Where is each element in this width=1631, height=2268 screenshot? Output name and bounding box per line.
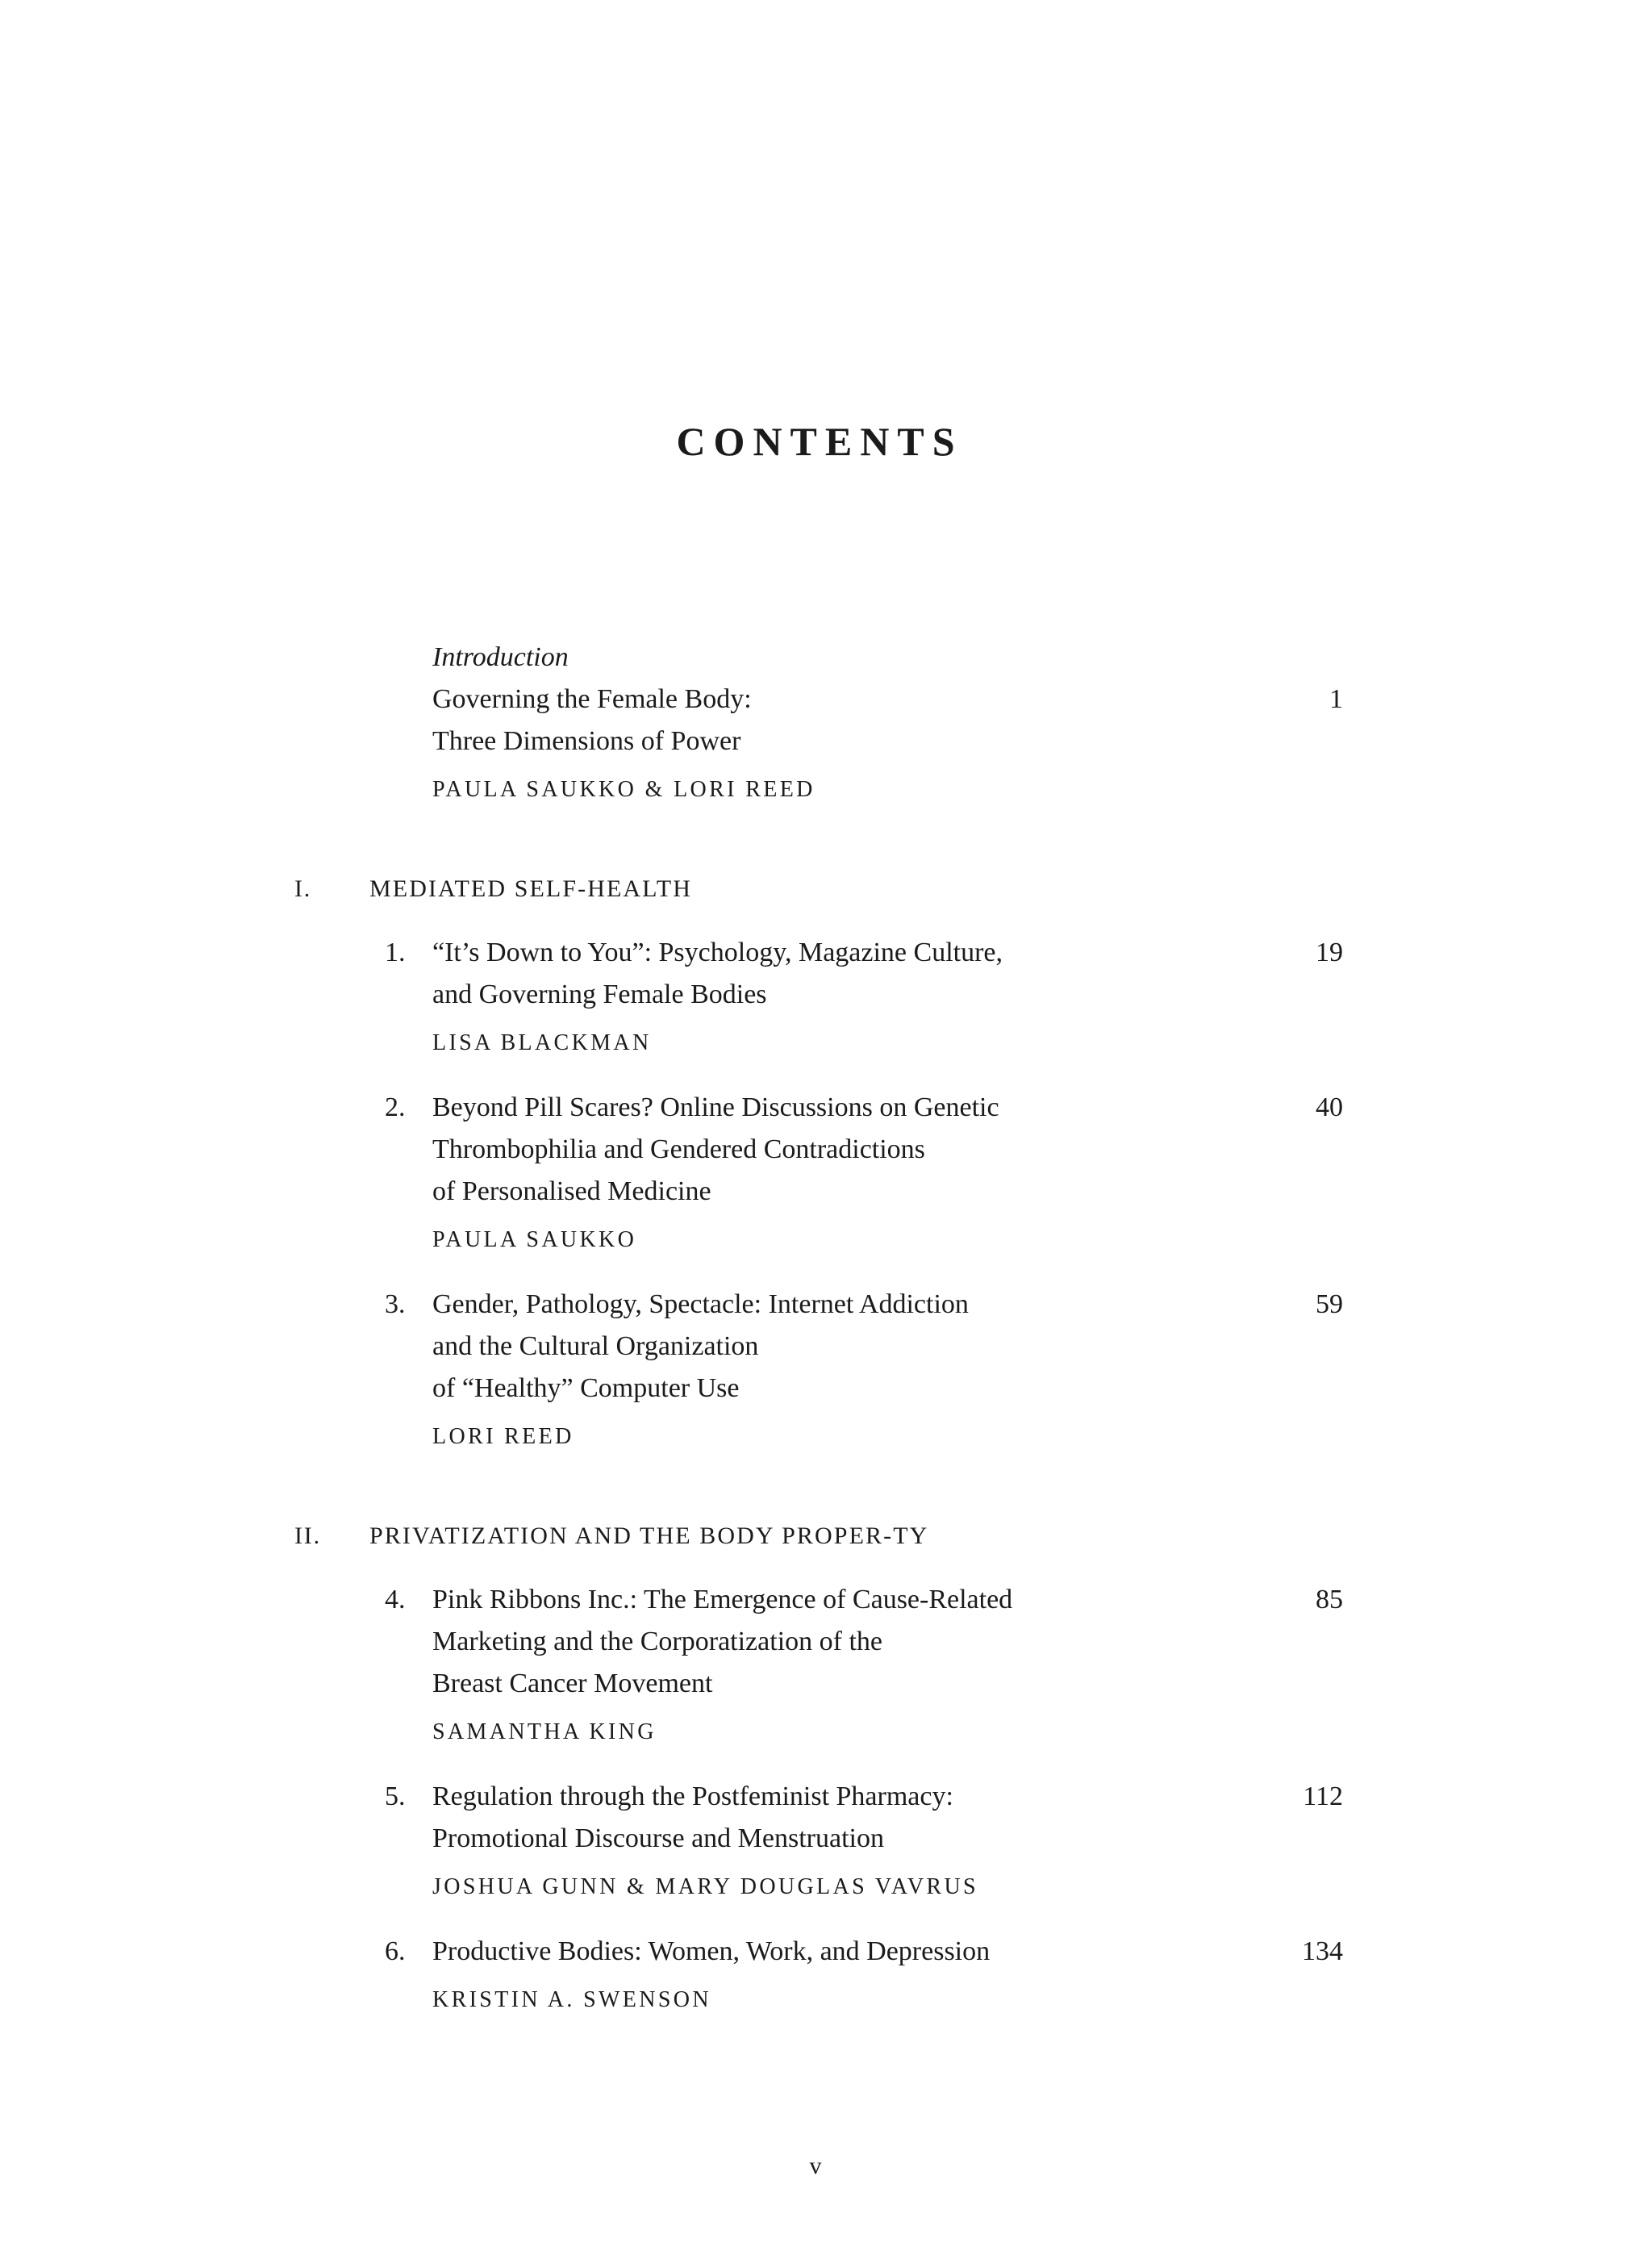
item-number: 6. xyxy=(385,1936,406,1966)
entry-body xyxy=(432,1776,1262,1903)
toc-item-5 xyxy=(385,1776,1343,1903)
entry-title-line: Promotional Discourse and Menstruation xyxy=(432,1823,884,1853)
section-numeral: I. xyxy=(294,875,312,902)
entry-authors: PAULA SAUKKO & LORI REED xyxy=(432,777,816,802)
section-heading-row xyxy=(294,1518,1343,1555)
entry-title-line: Three Dimensions of Power xyxy=(432,726,741,756)
entry-authors: PAULA SAUKKO xyxy=(432,1227,637,1252)
entry-title-line: and Governing Female Bodies xyxy=(432,979,767,1009)
entry-page-number: 112 xyxy=(1303,1781,1343,1811)
section-heading-row xyxy=(294,871,1343,908)
entry-body xyxy=(432,1284,1262,1453)
entry-title-line: of “Healthy” Computer Use xyxy=(432,1373,740,1403)
entry-body xyxy=(432,1931,1262,2016)
toc-section-1 xyxy=(294,871,1343,1453)
intro-label: Introduction xyxy=(432,642,569,672)
entry-authors: LISA BLACKMAN xyxy=(432,1030,652,1055)
entry-title-line: Productive Bodies: Women, Work, and Depression xyxy=(432,1936,991,1966)
entry-authors: SAMANTHA KING xyxy=(432,1719,657,1744)
toc-item-2 xyxy=(385,1087,1343,1256)
entry-title-line: Marketing and the Corporatization of the xyxy=(432,1627,882,1656)
table-of-contents xyxy=(294,637,1343,2026)
entry-body xyxy=(432,637,1262,806)
entry-body xyxy=(432,932,1262,1059)
entry-body xyxy=(432,1087,1262,1256)
section-heading: MEDIATED SELF-HEALTH xyxy=(369,875,693,902)
toc-item-4 xyxy=(385,1579,1343,1748)
entry-authors: JOSHUA GUNN & MARY DOUGLAS VAVRUS xyxy=(432,1874,978,1899)
page-title: CONTENTS xyxy=(676,419,963,464)
toc-entry-introduction xyxy=(294,637,1343,806)
entry-page-number: 19 xyxy=(1316,938,1343,967)
item-number: 3. xyxy=(385,1289,406,1319)
entry-title-line: and the Cultural Organization xyxy=(432,1331,759,1361)
toc-item-1 xyxy=(385,932,1343,1059)
entry-body xyxy=(432,1579,1262,1748)
entry-authors: KRISTIN A. SWENSON xyxy=(432,1987,711,2012)
item-number: 5. xyxy=(385,1781,406,1811)
folio-page-number: v xyxy=(809,2153,822,2179)
toc-item-6 xyxy=(385,1931,1343,2016)
entry-page-number: 40 xyxy=(1316,1092,1343,1122)
section-heading: PRIVATIZATION AND THE BODY PROPER-TY xyxy=(369,1522,929,1549)
item-number: 1. xyxy=(385,938,406,967)
entry-title-line: Thrombophilia and Gendered Contradictions xyxy=(432,1134,925,1164)
entry-title-line: Gender, Pathology, Spectacle: Internet Addiction xyxy=(432,1289,969,1319)
entry-page-number: 59 xyxy=(1316,1289,1343,1319)
entry-page-number: 85 xyxy=(1316,1585,1343,1614)
entry-page-number: 134 xyxy=(1302,1936,1343,1966)
entry-title-line: Breast Cancer Movement xyxy=(432,1669,713,1698)
toc-item-3 xyxy=(385,1284,1343,1453)
entry-title-line: Pink Ribbons Inc.: The Emergence of Cause-Related xyxy=(432,1585,1013,1614)
item-number: 4. xyxy=(385,1585,406,1614)
entry-title-line: Governing the Female Body: xyxy=(432,684,752,714)
entry-title-line: Regulation through the Postfeminist Pharmacy: xyxy=(432,1781,953,1811)
section-numeral: II. xyxy=(294,1522,321,1549)
entry-title-line: of Personalised Medicine xyxy=(432,1176,711,1206)
entry-title-line: “It’s Down to You”: Psychology, Magazine Culture, xyxy=(432,938,1003,967)
toc-section-2 xyxy=(294,1518,1343,2016)
entry-authors: LORI REED xyxy=(432,1424,574,1449)
entry-title-line: Beyond Pill Scares? Online Discussions on Genetic xyxy=(432,1092,999,1122)
entry-page-number: 1 xyxy=(1329,684,1343,714)
item-number: 2. xyxy=(385,1092,406,1122)
